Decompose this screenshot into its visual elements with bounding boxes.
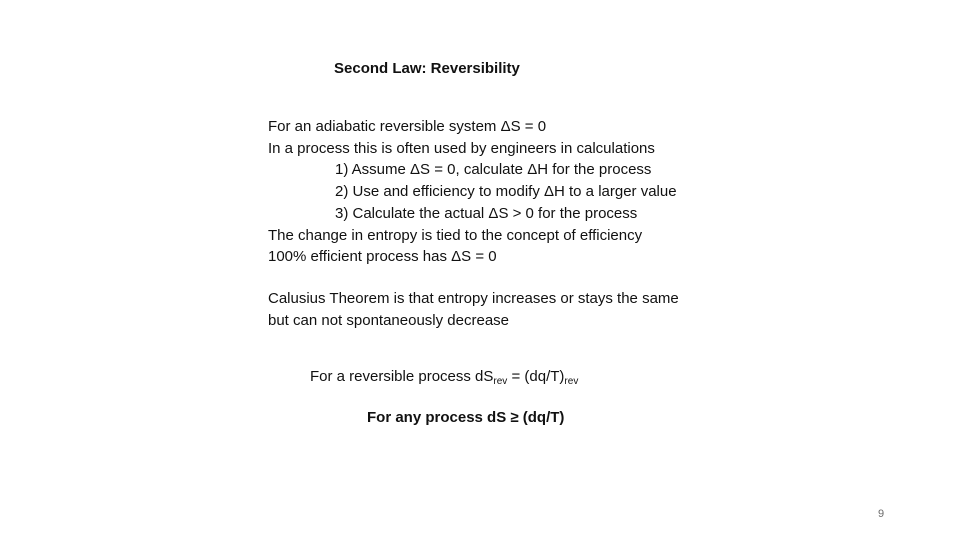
slide-title: Second Law: Reversibility bbox=[334, 60, 520, 77]
formula-text: = (dq/T) bbox=[507, 368, 565, 385]
body-line: 100% efficient process has ΔS = 0 bbox=[268, 248, 497, 266]
numbered-step: 1) Assume ΔS = 0, calculate ΔH for the process bbox=[335, 161, 652, 179]
formula-subscript: rev bbox=[493, 376, 508, 387]
page-number: 9 bbox=[878, 508, 885, 520]
numbered-step: 2) Use and efficiency to modify ΔH to a larger value bbox=[335, 183, 677, 201]
formula-subscript: rev bbox=[564, 376, 579, 387]
inequality-formula: For any process dS ≥ (dq/T) bbox=[367, 409, 565, 426]
body-line: For an adiabatic reversible system ΔS = 0 bbox=[268, 118, 547, 135]
body-line: The change in entropy is tied to the concept of efficiency bbox=[268, 226, 643, 244]
formula-text: For a reversible process dS bbox=[310, 368, 494, 385]
body-line: but can not spontaneously decrease bbox=[268, 311, 510, 329]
body-line: In a process this is often used by engineers in calculations bbox=[268, 139, 655, 157]
body-text bbox=[268, 116, 868, 268]
numbered-step: 3) Calculate the actual ΔS > 0 for the process bbox=[335, 204, 638, 222]
clausius-theorem bbox=[268, 288, 868, 331]
reversible-formula bbox=[310, 368, 578, 387]
body-line: Calusius Theorem is that entropy increases or stays the same bbox=[268, 290, 679, 307]
